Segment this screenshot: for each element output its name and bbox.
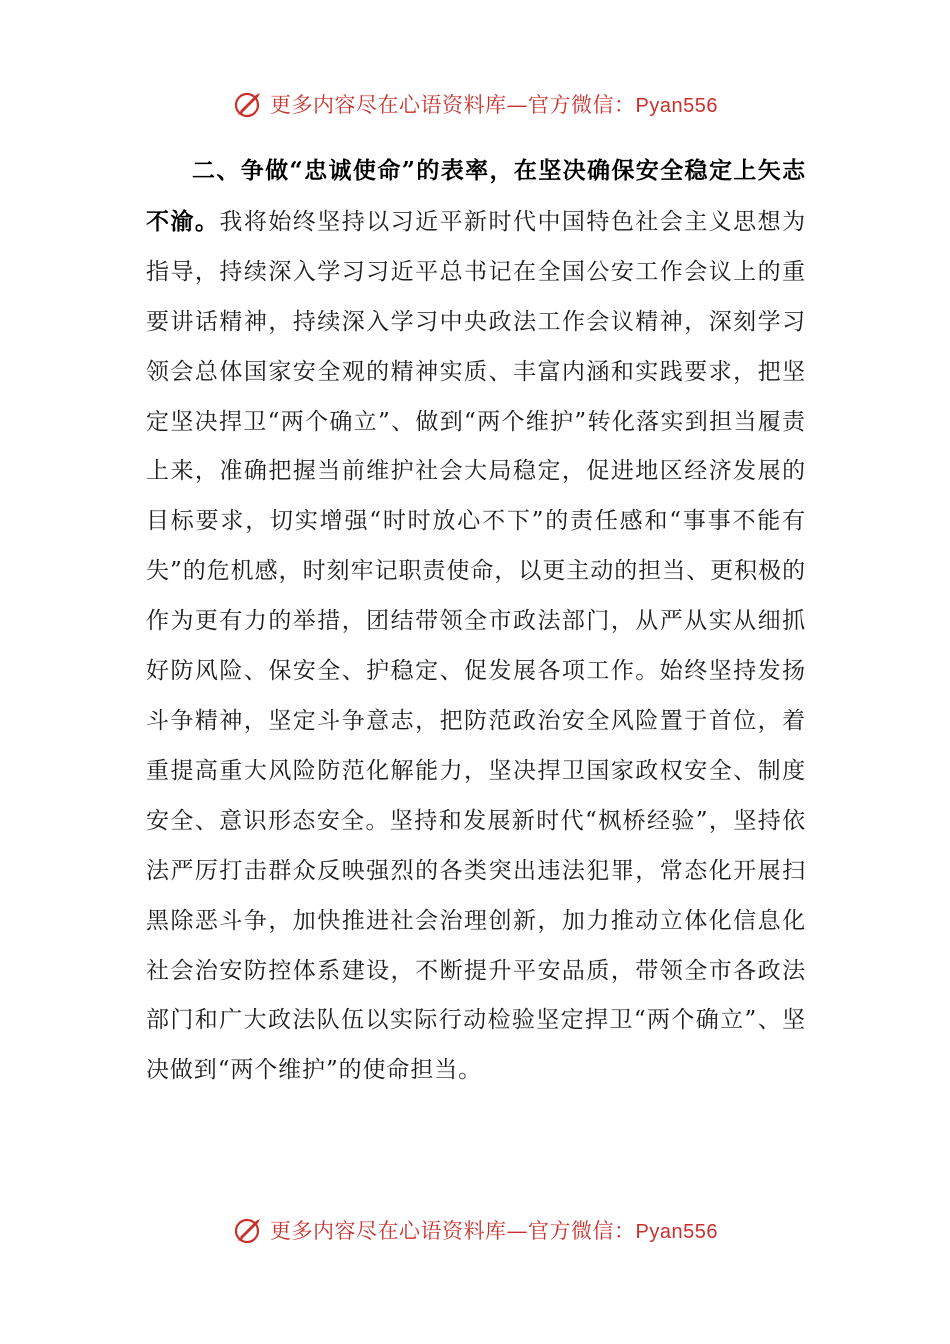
pen-logo-icon xyxy=(232,87,266,121)
paragraph-heading: 二、争做“忠诚使命”的表率，在坚决确保安全稳定上矢志不渝。 xyxy=(146,157,806,235)
paragraph xyxy=(146,146,806,1096)
watermark-text: 更多内容尽在心语资料库—官方微信：Pyan556 xyxy=(270,1219,718,1243)
paragraph-text: 我将始终坚持以习近平新时代中国特色社会主义思想为指导，持续深入学习习近平总书记在全国公安工作会议上的重要讲话精神，持续深入学习中央政法工作会议精神，深刻学习领会总体国家安全观的精神实质、丰富内涵和实践要求，把坚定坚决捍卫“两个确立”、做到“两个维护”转化落实到担当履责上来，准确把握当前维护社会大局稳定，促进地区经济发展的目标要求，切实增强“时时放心不下”的责任感和“事事不能有失”的危机感，时刻牢记职责使命，以更主动的担当、更积极的作为更有力的举措，团结带领全市政法部门，从严从实从细抓好防风险、保安全、护稳定、促发展各项工作。始终坚持发扬斗争精神，坚定斗争意志，把防范政治安全风险置于首位，着重提高重大风险防范化解能力，坚决捍卫国家政权安全、制度安全、意识形态安全。坚持和发展新时代“枫桥经验”，坚持依法严厉打击群众反映强烈的各类突出违法犯罪，常态化开展扫黑除恶斗争，加快推进社会治理创新，加力推动立体化信息化社会治安防控体系建设，不断提升平安品质，带领全市各政法部门和广大政法队伍以实际行动检验坚定捍卫“两个确立”、坚决做到“两个维护”的使命担当。 xyxy=(146,208,806,1084)
pen-logo-icon xyxy=(232,1213,266,1247)
header-watermark xyxy=(0,84,950,124)
watermark-text: 更多内容尽在心语资料库—官方微信：Pyan556 xyxy=(270,93,718,117)
footer-watermark xyxy=(0,1210,950,1250)
document-body xyxy=(146,146,806,1096)
